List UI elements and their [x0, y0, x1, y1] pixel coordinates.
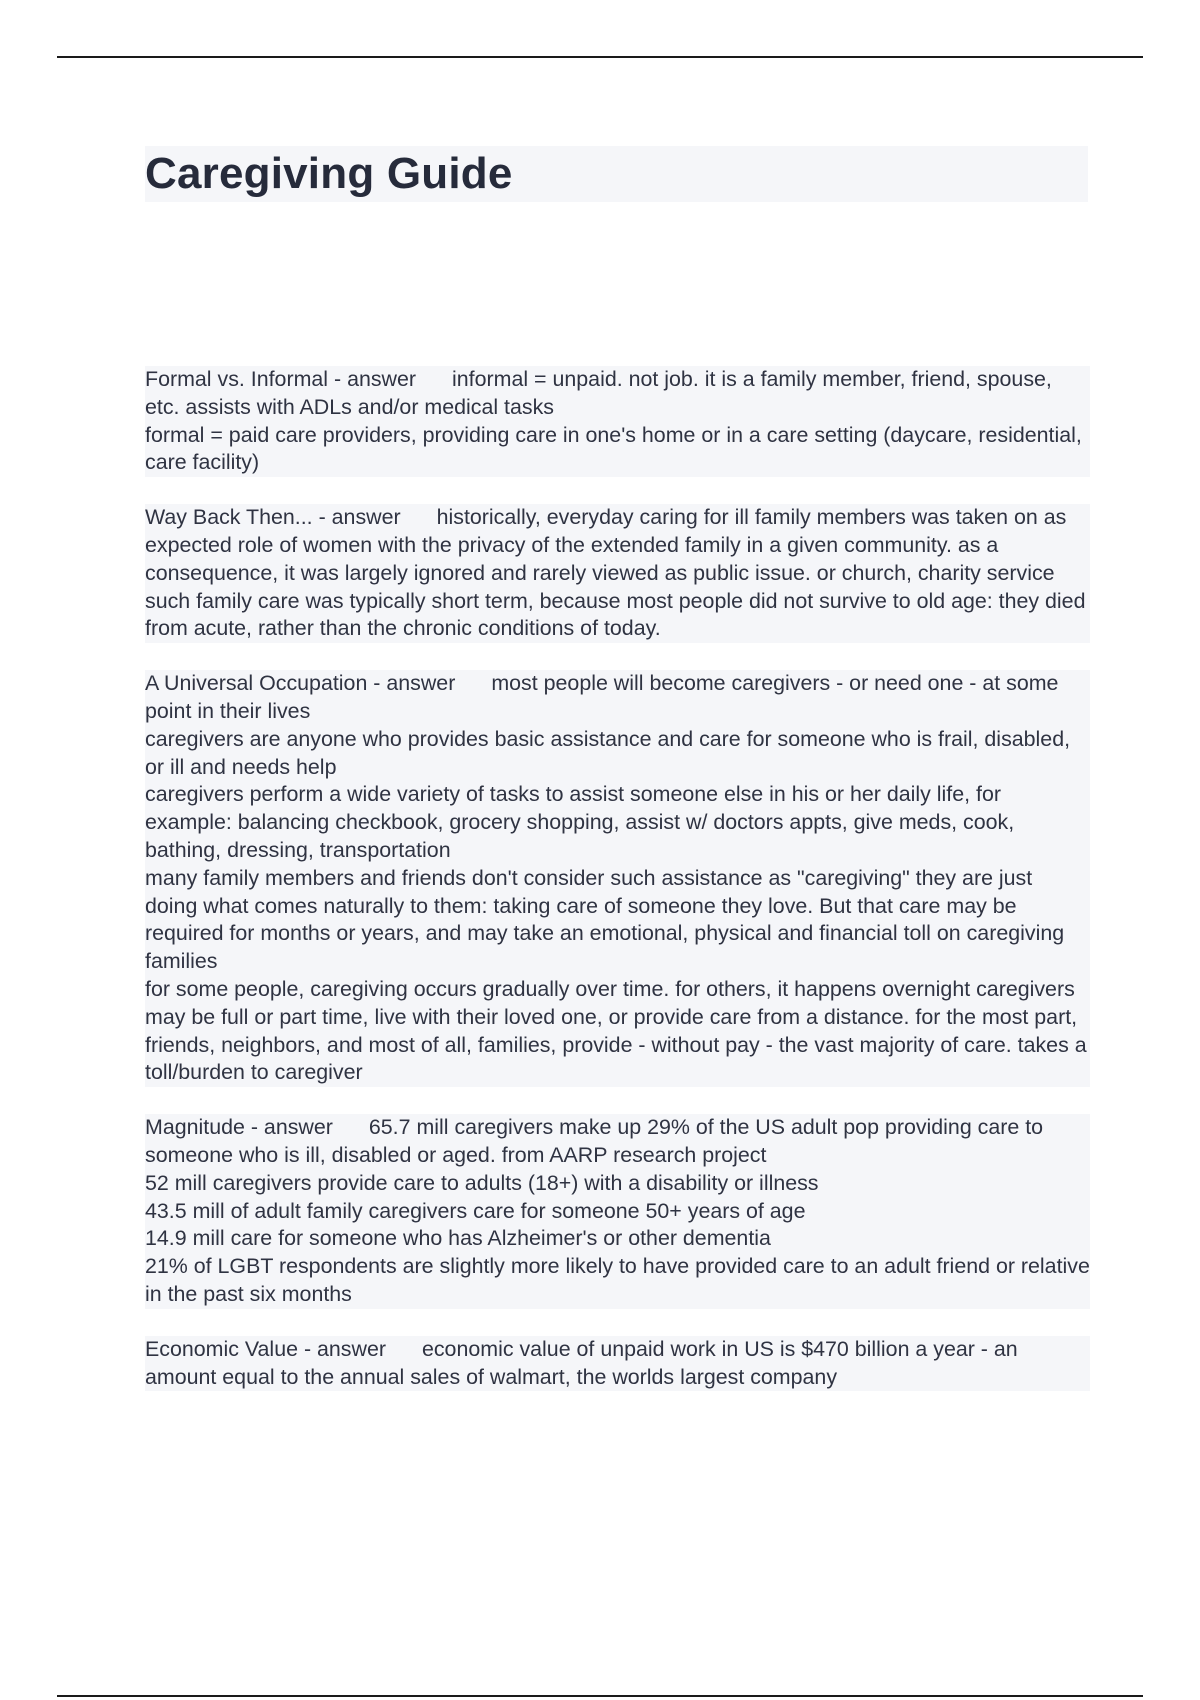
flashcard-answer: 21% of LGBT respondents are slightly more likely to have provided care to an adult friend or relative in the past six months: [145, 1253, 1090, 1309]
flashcard: [145, 1114, 1090, 1309]
flashcard-line: [145, 504, 1090, 587]
flashcard-term: Magnitude: [145, 1115, 245, 1140]
flashcard-answer: 14.9 mill care for someone who has Alzheimer's or other dementia: [145, 1225, 1090, 1253]
flashcard: [145, 1336, 1090, 1392]
page-title: Caregiving Guide: [145, 149, 513, 198]
flashcard-answer: for some people, caregiving occurs gradually over time. for others, it happens overnight caregivers may be full or part time, live with their loved one, or provide care from a distance. for the most part, friends, neighbors, and most of all, families, provide - without pay - the vast majority of care. takes a toll/burden to caregiver: [145, 976, 1090, 1087]
flashcard-answer: caregivers perform a wide variety of tasks to assist someone else in his or her daily life, for example: balancing checkbook, grocery shopping, assist w/ doctors appts, give meds, cook, bathing, dressing, transportation: [145, 781, 1090, 864]
flashcard-answer: caregivers are anyone who provides basic assistance and care for someone who is frail, disabled, or ill and needs help: [145, 726, 1090, 782]
answer-separator: - answer: [318, 505, 401, 530]
answer-separator: - answer: [373, 671, 456, 696]
flashcard-line: [145, 670, 1090, 726]
flashcard-term: A Universal Occupation: [145, 671, 368, 696]
answer-separator: - answer: [250, 1115, 333, 1140]
flashcard-answer: informal = unpaid. not job. it is a family member, friend, spouse, etc. assists with ADLs and/or medical tasks: [145, 367, 1052, 419]
flashcard-line: [145, 1114, 1090, 1170]
flashcard-term: Economic Value: [145, 1336, 298, 1361]
flashcard-answer: 43.5 mill of adult family caregivers care for someone 50+ years of age: [145, 1198, 1090, 1226]
flashcard-answer: many family members and friends don't consider such assistance as "caregiving" they are just doing what comes naturally to them: taking care of someone they love. But that care may be required for months or years, and may take an emotional, physical and financial toll on caregiving families: [145, 865, 1090, 976]
flashcard-answer: 52 mill caregivers provide care to adults (18+) with a disability or illness: [145, 1170, 1090, 1198]
footer-rule: [57, 1695, 1143, 1697]
flashcard: [145, 366, 1090, 477]
flashcard-answer: such family care was typically short term, because most people did not survive to old age: they died from acute, rather than the chronic conditions of today.: [145, 588, 1090, 644]
header-rule: [57, 56, 1143, 58]
flashcard-answer: formal = paid care providers, providing care in one's home or in a care setting (daycare, residential, care facility): [145, 422, 1090, 478]
flashcard-answer: economic value of unpaid work in US is $470 billion a year - an amount equal to the annual sales of walmart, the worlds largest company: [145, 1336, 1018, 1389]
title-block: [145, 146, 1088, 202]
flashcard-term: Way Back Then...: [145, 505, 313, 530]
flashcard: [145, 504, 1090, 643]
flashcard-line: [145, 1336, 1090, 1392]
flashcard-term: Formal vs. Informal: [145, 367, 329, 391]
flashcard-answer: historically, everyday caring for ill family members was taken on as expected role of women with the privacy of the extended family in a given community. as a consequence, it was largely ignored and rarely viewed as public issue. or church, charity service: [145, 505, 1067, 585]
flashcard-line: [145, 366, 1090, 422]
flashcard-answer: most people will become caregivers - or need one - at some point in their lives: [145, 671, 1059, 723]
answer-separator: - answer: [303, 1336, 386, 1361]
flashcard-answer: 65.7 mill caregivers make up 29% of the US adult pop providing care to someone who is ill, disabled or aged. from AARP research project: [145, 1115, 1044, 1167]
flashcard-list: [145, 366, 1090, 1418]
answer-separator: - answer: [334, 367, 417, 391]
flashcard: [145, 670, 1090, 1087]
